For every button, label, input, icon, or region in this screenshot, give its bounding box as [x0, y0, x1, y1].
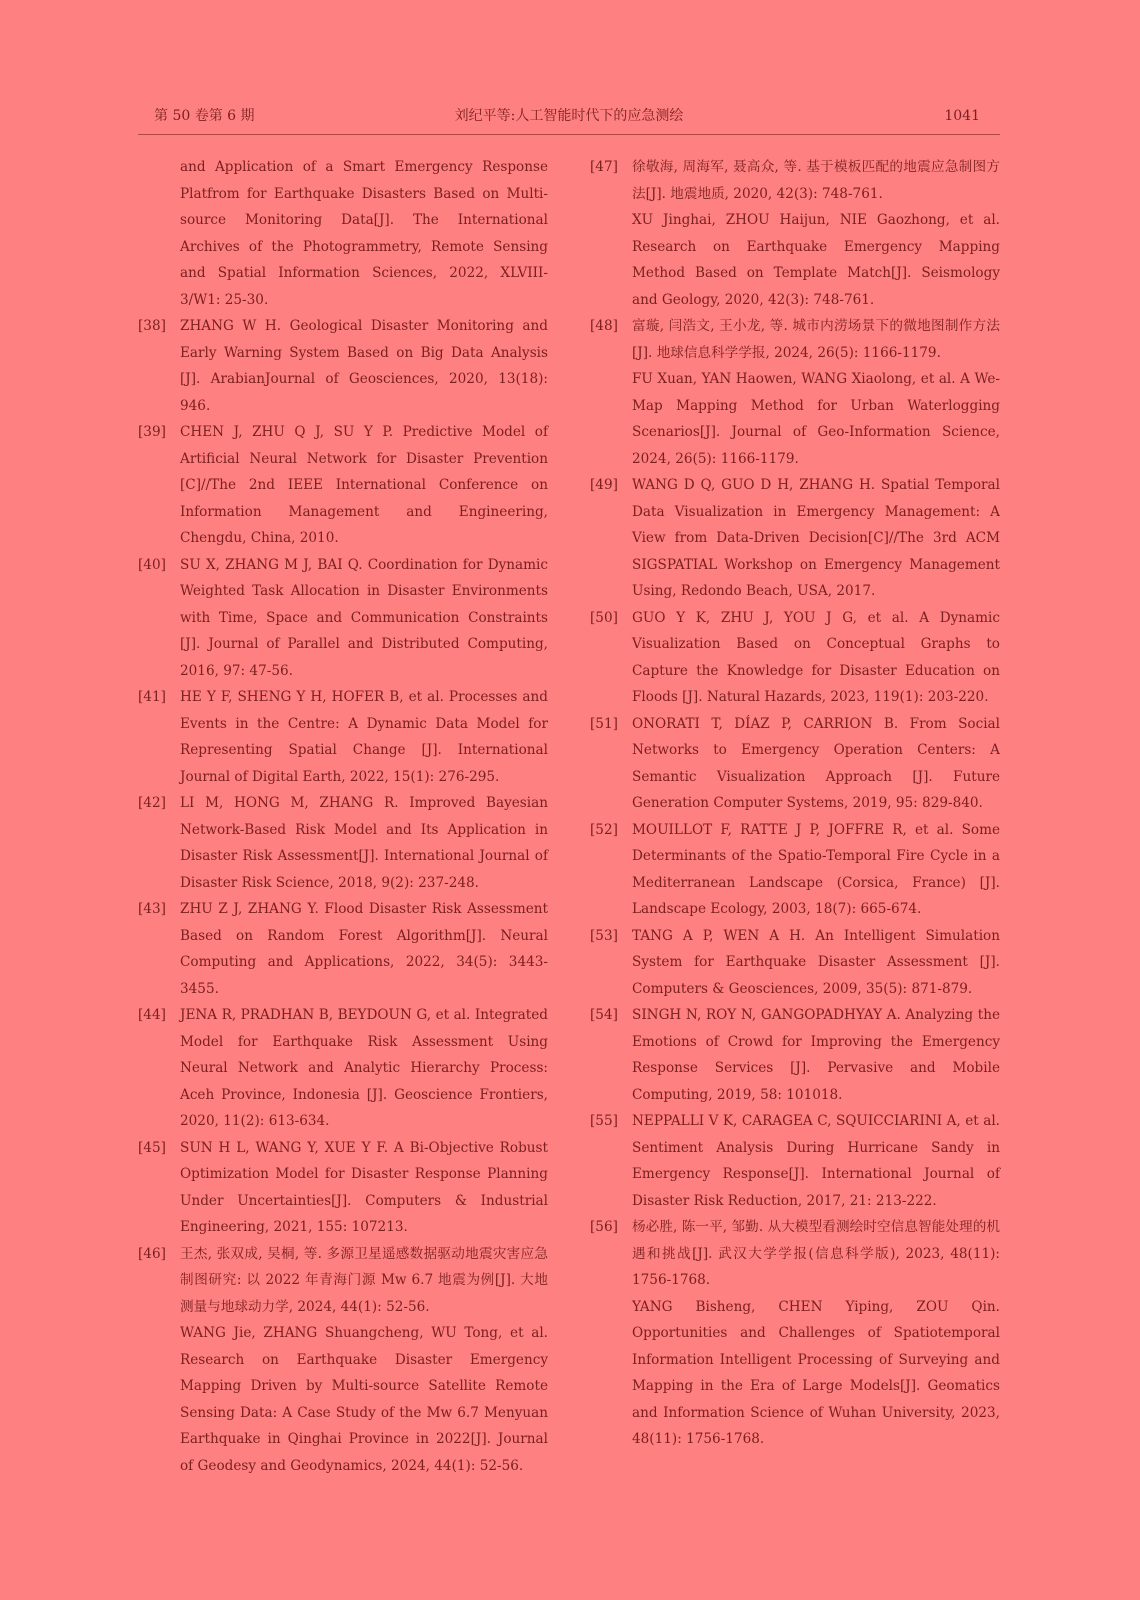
running-header — [138, 106, 1000, 135]
reference-number: [42] — [138, 795, 166, 811]
page-number: 1041 — [944, 108, 980, 124]
reference-item — [590, 313, 1000, 472]
left-column — [138, 154, 548, 1479]
reference-item — [590, 605, 1000, 711]
reference-english-text: YANG Bisheng, CHEN Yiping, ZOU Qin. Opportunities and Challenges of Spatiotemporal Information Intelligent Processing of Surveying and Mapping in the Era of Large Models[J]. Geomatics and Information Science of Wuhan University, 2023, 48(11): 1756-1768. — [632, 1298, 1000, 1447]
reference-item — [138, 896, 548, 1002]
reference-text: SINGH N, ROY N, GANGOPADHYAY A. Analyzing the Emotions of Crowd for Improving the Emergency Response Services [J]. Pervasive and Mobile Computing, 2019, 58: 101018. — [632, 1007, 1000, 1103]
reference-number: [48] — [590, 318, 618, 334]
reference-text: GUO Y K, ZHU J, YOU J G, et al. A Dynamic Visualization Based on Conceptual Graphs to Capture the Knowledge for Disaster Education on Floods [J]. Natural Hazards, 2023, 119(1): 203-220. — [632, 609, 1000, 705]
reference-number: [47] — [590, 159, 618, 175]
reference-number: [56] — [590, 1219, 618, 1235]
reference-text: HE Y F, SHENG Y H, HOFER B, et al. Processes and Events in the Centre: A Dynamic Data Model for Representing Spatial Change [J]. International Journal of Digital Earth, 2022, 15(1): 276-295. — [180, 689, 548, 785]
reference-item — [590, 1002, 1000, 1108]
reference-text: 富璇, 闫浩文, 王小龙, 等. 城市内涝场景下的微地图制作方法[J]. 地球信息科学学报, 2024, 26(5): 1166-1179. — [632, 318, 1000, 361]
reference-text: ONORATI T, DÍAZ P, CARRION B. From Social Networks to Emergency Operation Centers: A Semantic Visualization Approach [J]. Future Generation Computer Systems, 2019, 95: 829-840. — [632, 715, 1000, 811]
reference-text: WANG D Q, GUO D H, ZHANG H. Spatial Temporal Data Visualization in Emergency Management: A View from Data-Driven Decision[C]//The 3rd ACM SIGSPATIAL Workshop on Emergency Management Using, Redondo Beach, USA, 2017. — [632, 477, 1000, 599]
right-reference-list — [590, 154, 1000, 1453]
reference-english-text: WANG Jie, ZHANG Shuangcheng, WU Tong, et al. Research on Earthquake Disaster Emergency Mapping Driven by Multi-source Satellite Remote Sensing Data: A Case Study of the Mw 6.7 Menyuan Earthquake in Qinghai Province in 2022[J]. Journal of Geodesy and Geodynamics, 2024, 44(1): 52-56. — [180, 1325, 548, 1474]
reference-number: [53] — [590, 927, 618, 944]
reference-text: CHEN J, ZHU Q J, SU Y P. Predictive Model of Artificial Neural Network for Disaster Prevention [C]//The 2nd IEEE International Conference on Information Management and Engineering, Chengdu, China, 2010. — [180, 424, 548, 546]
left-reference-list — [138, 313, 548, 1479]
right-column — [590, 154, 1000, 1453]
journal-issue: 第 50 卷第 6 期 — [154, 108, 255, 124]
reference-number: [43] — [138, 901, 166, 917]
reference-text: SU X, ZHANG M J, BAI Q. Coordination for Dynamic Weighted Task Allocation in Disaster Environments with Time, Space and Communication Constraints [J]. Journal of Parallel and Distributed Computing, 2016, 97: 47-56. — [180, 556, 548, 679]
reference-english-text: FU Xuan, YAN Haowen, WANG Xiaolong, et al. A We-Map Mapping Method for Urban Waterlogging Scenarios[J]. Journal of Geo-Information Science, 2024, 26(5): 1166-1179. — [632, 371, 1000, 467]
reference-text: JENA R, PRADHAN B, BEYDOUN G, et al. Integrated Model for Earthquake Risk Assessment Using Neural Network and Analytic Hierarchy Process: Aceh Province, Indonesia [J]. Geoscience Frontiers, 2020, 11(2): 613-634. — [180, 1007, 548, 1129]
reference-english-text: XU Jinghai, ZHOU Haijun, NIE Gaozhong, et al. Research on Earthquake Emergency Mapping Method Based on Template Match[J]. Seismology and Geology, 2020, 42(3): 748-761. — [632, 212, 1000, 308]
reference-item — [138, 1241, 548, 1480]
reference-number: [45] — [138, 1139, 166, 1156]
reference-text: ZHANG W H. Geological Disaster Monitoring and Early Warning System Based on Big Data Analysis [J]. ArabianJournal of Geosciences, 2020, 13(18): 946. — [180, 318, 548, 414]
reference-item — [138, 684, 548, 790]
reference-number: [52] — [590, 821, 618, 838]
reference-number: [54] — [590, 1007, 618, 1023]
reference-item — [138, 790, 548, 896]
reference-text: ZHU Z J, ZHANG Y. Flood Disaster Risk Assessment Based on Random Forest Algorithm[J]. Neural Computing and Applications, 2022, 34(5): 3443-3455. — [180, 901, 548, 997]
reference-item — [590, 154, 1000, 313]
running-title: 刘纪平等:人工智能时代下的应急测绘 — [454, 108, 684, 124]
reference-text: LI M, HONG M, ZHANG R. Improved Bayesian Network-Based Risk Model and Its Application in Disaster Risk Assessment[J]. International Journal of Disaster Risk Science, 2018, 9(2): 237-248. — [180, 795, 548, 891]
reference-text: SUN H L, WANG Y, XUE Y F. A Bi-Objective Robust Optimization Model for Disaster Response Planning Under Uncertainties[J]. Computers & Industrial Engineering, 2021, 155: 107213. — [180, 1139, 548, 1235]
reference-continuation: and Application of a Smart Emergency Response Platfrom for Earthquake Disasters Based on Multi-source Monitoring Data[J]. The International Archives of the Photogrammetry, Remote Sensing and Spatial Information Sciences, 2022, XLVIII-3/W1: 25-30. — [180, 159, 548, 308]
reference-number: [50] — [590, 609, 618, 626]
reference-number: [39] — [138, 424, 166, 440]
reference-number: [49] — [590, 477, 618, 493]
reference-text: NEPPALLI V K, CARAGEA C, SQUICCIARINI A, et al. Sentiment Analysis During Hurricane Sandy in Emergency Response[J]. International Journal of Disaster Risk Reduction, 2017, 21: 213-222. — [632, 1113, 1000, 1209]
reference-number: [51] — [590, 715, 618, 732]
reference-number: [41] — [138, 689, 166, 705]
reference-number: [44] — [138, 1007, 166, 1023]
reference-text: 王杰, 张双成, 吴桐, 等. 多源卫星遥感数据驱动地震灾害应急制图研究: 以 2022 年青海门源 Mw 6.7 地震为例[J]. 大地测量与地球动力学, 2024, 44(1): 52-56. — [180, 1245, 548, 1315]
reference-text: TANG A P, WEN A H. An Intelligent Simulation System for Earthquake Disaster Assessment [J]. Computers & Geosciences, 2009, 35(5): 871-879. — [632, 927, 1000, 997]
reference-item — [590, 1214, 1000, 1453]
reference-item — [590, 472, 1000, 605]
reference-item — [138, 419, 548, 552]
reference-item — [138, 552, 548, 685]
reference-text: 徐敬海, 周海军, 聂高众, 等. 基于模板匹配的地震应急制图方法[J]. 地震地质, 2020, 42(3): 748-761. — [632, 159, 1000, 202]
reference-item — [138, 1002, 548, 1135]
reference-text: MOUILLOT F, RATTE J P, JOFFRE R, et al. Some Determinants of the Spatio-Temporal Fire Cycle in a Mediterranean Landscape (Corsica, France) [J]. Landscape Ecology, 2003, 18(7): 665-674. — [632, 821, 1000, 917]
reference-item — [138, 1135, 548, 1241]
reference-item — [590, 711, 1000, 817]
reference-text: 杨必胜, 陈一平, 邹勤. 从大模型看测绘时空信息智能处理的机遇和挑战[J]. 武汉大学学报(信息科学版), 2023, 48(11): 1756-1768. — [632, 1219, 1000, 1288]
reference-item — [590, 817, 1000, 923]
reference-item — [590, 1108, 1000, 1214]
reference-number: [46] — [138, 1245, 166, 1262]
reference-number: [55] — [590, 1113, 618, 1129]
reference-item — [138, 313, 548, 419]
reference-number: [38] — [138, 318, 166, 334]
reference-number: [40] — [138, 556, 166, 573]
reference-item — [590, 923, 1000, 1003]
